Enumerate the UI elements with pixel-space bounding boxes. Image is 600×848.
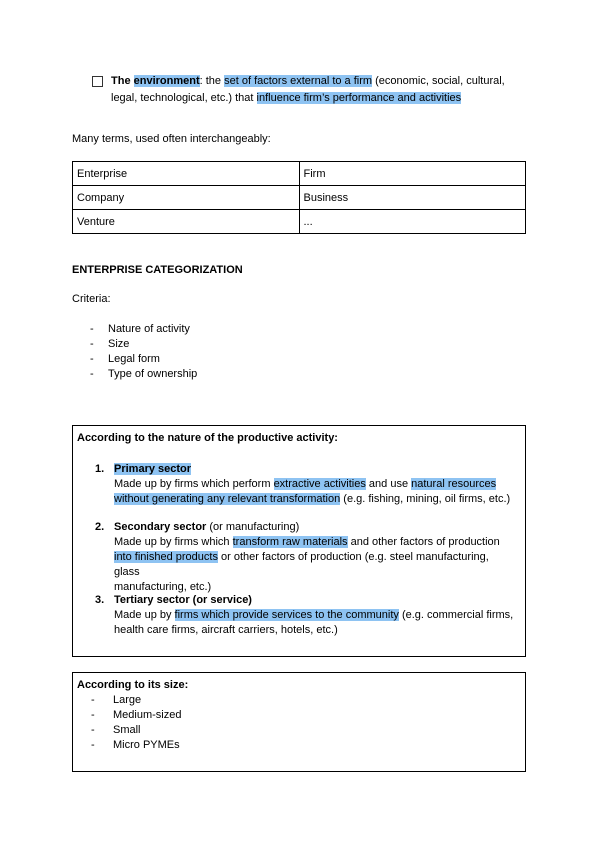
- criteria-label: Criteria:: [72, 293, 111, 305]
- nature-box-title: According to the nature of the productive activity:: [77, 432, 338, 444]
- table-row: [73, 162, 526, 186]
- section-heading: ENTERPRISE CATEGORIZATION: [72, 264, 243, 276]
- size-list: [91, 693, 181, 753]
- list-item: - Legal form: [90, 353, 160, 365]
- table-row: [73, 210, 526, 234]
- list-item: - Type of ownership: [90, 368, 198, 380]
- table-cell: ...: [299, 210, 526, 234]
- list-item: - Micro PYMEs: [91, 739, 180, 751]
- environment-line-2: legal, technological, etc.) that influence firm’s performance and activities: [111, 92, 462, 104]
- size-box: [72, 672, 526, 772]
- table-cell: Firm: [299, 162, 526, 186]
- size-box-title: According to its size:: [77, 679, 189, 691]
- criteria-list: [90, 322, 197, 382]
- list-item: - Small: [91, 724, 141, 736]
- secondary-sector: 2. Secondary sector (or manufacturing) Made up by firms which transform raw materials and other factors of production into finished products or other factors of production (e.g. steel manufacturing, glass manufacturing, etc.): [95, 521, 500, 593]
- table-cell: Business: [299, 186, 526, 210]
- list-item: - Size: [90, 338, 130, 350]
- table-cell: Company: [73, 186, 300, 210]
- list-item: - Medium-sized: [91, 709, 182, 721]
- list-item: - Nature of activity: [90, 323, 190, 335]
- intro-text: Many terms, used often interchangeably:: [72, 133, 271, 145]
- nature-box: [72, 425, 526, 657]
- terms-table: [72, 161, 526, 234]
- environment-line-1: The environment: the set of factors external to a firm (economic, social, cultural,: [111, 75, 505, 87]
- checkbox-icon[interactable]: [92, 76, 103, 87]
- list-item: - Large: [91, 694, 142, 706]
- environment-definition: [92, 73, 532, 107]
- table-cell: Venture: [73, 210, 300, 234]
- keyword-environment: environment: [133, 75, 200, 87]
- primary-sector: 1. Primary sector Made up by firms which perform extractive activities and use natural resources without generating any relevant transformation (e.g. fishing, mining, oil firms, etc.): [95, 463, 511, 505]
- table-row: [73, 186, 526, 210]
- table-cell: Enterprise: [73, 162, 300, 186]
- tertiary-sector: 3. Tertiary sector (or service) Made up by firms which provide services to the community (e.g. commercial firms, health care firms, aircraft carriers, hotels, etc.): [95, 594, 514, 636]
